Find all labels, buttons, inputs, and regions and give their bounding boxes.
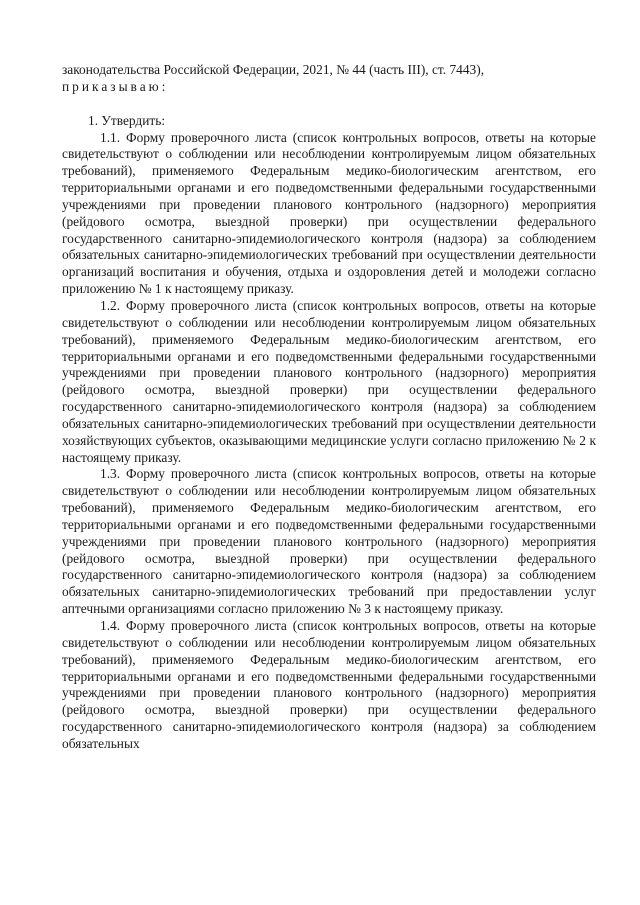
item-1-3-paragraph: 1.3. Форму проверочного листа (список контрольных вопросов, ответы на которые свидетельствуют о соблюдении или несоблюдении контролируемым лицом обязательных требований), применяемого Федеральным медико-биологическим агентством, его территориальными органами и его подведомственными федеральными государственными учреждениями при проведении планового контрольного (надзорного) мероприятия (рейдового осмотра, выездной проверки) при осуществлении федерального государственного санитарно-эпидемиологического контроля (надзора) за соблюдением обязательных санитарно-эпидемиологических требований при предоставлении услуг аптечными организациями согласно приложению № 3 к настоящему приказу. [62, 466, 596, 617]
item-1-heading: 1. Утвердить: [88, 112, 166, 128]
order-word: приказываю: [62, 78, 169, 94]
document-body [62, 62, 596, 753]
paragraph-gap [62, 96, 596, 113]
item-1-1-paragraph: 1.1. Форму проверочного листа (список контрольных вопросов, ответы на которые свидетельствуют о соблюдении или несоблюдении контролируемым лицом обязательных требований), применяемого Федеральным медико-биологическим агентством, его территориальными органами и его подведомственными федеральными государственными учреждениями при проведении планового контрольного (надзорного) мероприятия (рейдового осмотра, выездной проверки) при осуществлении федерального государственного санитарно-эпидемиологического контроля (надзора) за соблюдением обязательных санитарно-эпидемиологических требований при осуществлении деятельности организаций воспитания и обучения, отдыха и оздоровления детей и молодежи согласно приложению № 1 к настоящему приказу. [62, 129, 596, 297]
item-1-4-paragraph: 1.4. Форму проверочного листа (список контрольных вопросов, ответы на которые свидетельствуют о соблюдении или несоблюдении контролируемым лицом обязательных требований), применяемого Федеральным медико-биологическим агентством, его территориальными органами и его подведомственными федеральными государственными учреждениями при проведении планового контрольного (надзорного) мероприятия (рейдового осмотра, выездной проверки) при осуществлении федерального государственного санитарно-эпидемиологического контроля (надзора) за соблюдением обязательных [62, 618, 596, 751]
intro-line: законодательства Российской Федерации, 2021, № 44 (часть III), ст. 7443), [62, 62, 485, 77]
item-1-2-paragraph: 1.2. Форму проверочного листа (список контрольных вопросов, ответы на которые свидетельствуют о соблюдении или несоблюдении контролируемым лицом обязательных требований), применяемого Федеральным медико-биологическим агентством, его территориальными органами и его подведомственными федеральными государственными учреждениями при проведении планового контрольного (надзорного) мероприятия (рейдового осмотра, выездной проверки) при осуществлении федерального государственного санитарно-эпидемиологического контроля (надзора) за соблюдением обязательных санитарно-эпидемиологических требований при осуществлении деятельности хозяйствующих субъектов, оказывающими медицинские услуги согласно приложению № 2 к настоящему приказу. [62, 297, 596, 465]
